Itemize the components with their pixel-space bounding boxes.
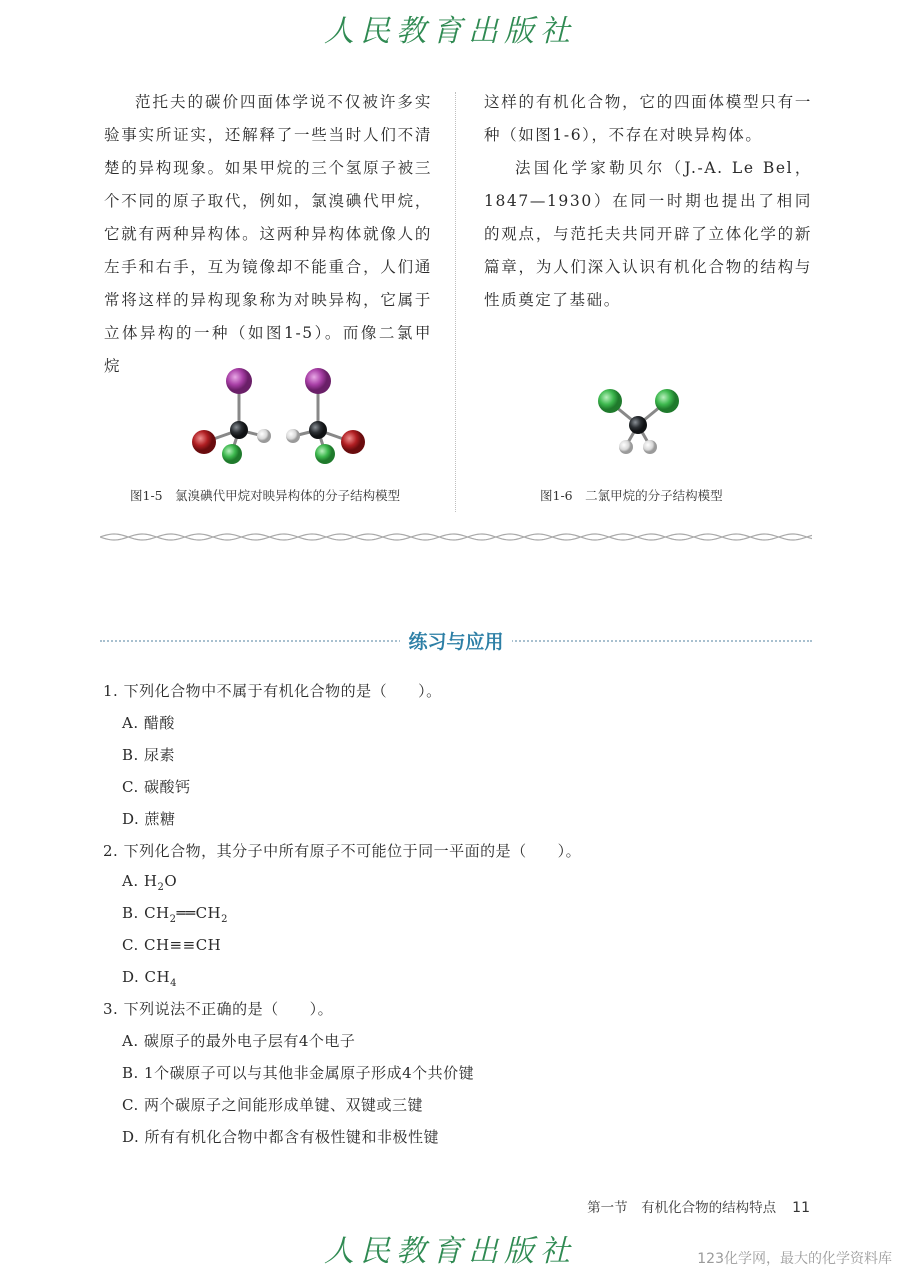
bromine-atom: [341, 430, 365, 454]
question-3-option-a: A. 碳原子的最外电子层有4个电子: [122, 1032, 356, 1050]
question-3-option-b: B. 1个碳原子可以与其他非金属原子形成4个共价键: [122, 1064, 475, 1082]
hydrogen-atom: [286, 429, 300, 443]
exercise-header: [100, 627, 812, 655]
molecule-left: [192, 368, 271, 464]
publisher-logo-top: 人民教育出版社: [324, 14, 576, 49]
question-2-option-a: A. $H_2O$: [122, 872, 178, 893]
footer-section-title: 第一节 有机化合物的结构特点: [587, 1200, 777, 1216]
question-1-option-c: C. 碳酸钙: [122, 778, 191, 796]
molecule-right: [286, 368, 365, 464]
question-2-option-b: B. $CH_2══CH_2$: [122, 904, 229, 925]
formula-h2o: $H_2O$: [143, 872, 178, 893]
right-paragraph-1: 这样的有机化合物，它的四面体模型只有一种（如图1-6），不存在对映异构体。: [484, 93, 812, 144]
question-3-option-d: D. 所有有机化合物中都含有极性键和非极性键: [122, 1128, 440, 1146]
right-column: [484, 86, 812, 317]
question-3-option-c: C. 两个碳原子之间能形成单键、双键或三键: [122, 1096, 423, 1114]
hydrogen-atom: [643, 440, 657, 454]
left-column: [104, 86, 432, 383]
question-1-option-a: A. 醋酸: [122, 714, 175, 732]
question-2-option-c: C. CH≡≡CH: [122, 936, 222, 954]
formula-ethylene: $CH_2══CH_2$: [144, 904, 229, 925]
right-paragraph-2: 法国化学家勒贝尔（J.-A. Le Bel，1847—1930）在同一时期也提出了相同的观点，与范托夫共同开辟了立体化学的新篇章，为人们深入认识有机化合物的结构与性质奠定了基础。: [484, 159, 812, 309]
figure-1-6-dichloromethane-model: [590, 380, 690, 460]
watermark: 123化学网，最大的化学资料库: [697, 1251, 892, 1267]
page-number: 11: [792, 1200, 810, 1216]
question-2: 2. 下列化合物，其分子中所有原子不可能位于同一平面的是（ ）。: [103, 842, 582, 860]
chlorine-atom: [598, 389, 622, 413]
bromine-atom: [192, 430, 216, 454]
chlorine-atom: [655, 389, 679, 413]
question-1: 1. 下列化合物中不属于有机化合物的是（ ）。: [103, 682, 442, 700]
figure-1-6-caption: 图1-6 二氯甲烷的分子结构模型: [540, 488, 723, 503]
chlorine-atom: [315, 444, 335, 464]
exercise-title: 练习与应用: [400, 631, 511, 653]
question-2-option-d: D. $CH_4$: [122, 968, 177, 989]
figure-1-5-enantiomer-models: [180, 362, 380, 472]
iodine-atom: [226, 368, 252, 394]
carbon-atom: [629, 416, 647, 434]
chlorine-atom: [222, 444, 242, 464]
page-footer: [587, 1196, 810, 1216]
hydrogen-atom: [257, 429, 271, 443]
hydrogen-atom: [619, 440, 633, 454]
iodine-atom: [305, 368, 331, 394]
question-1-option-b: B. 尿素: [122, 746, 176, 764]
wavy-divider: [100, 530, 812, 544]
carbon-atom: [230, 421, 248, 439]
formula-acetylene: CH≡≡CH: [144, 936, 222, 954]
column-divider: [455, 92, 456, 512]
question-3: 3. 下列说法不正确的是（ ）。: [103, 1000, 334, 1018]
carbon-atom: [309, 421, 327, 439]
left-paragraph: 范托夫的碳价四面体学说不仅被许多实验事实所证实，还解释了一些当时人们不清楚的异构现象。如果甲烷的三个氢原子被三个不同的原子取代，例如，氯溴碘代甲烷，它就有两种异构体。这两种异构体就像人的左手和右手，互为镜像却不能重合，人们通常将这样的异构现象称为对映异构，它属于立体异构的一种（如图1-5）。而像二氯甲烷: [104, 93, 432, 375]
question-1-option-d: D. 蔗糖: [122, 810, 176, 828]
figure-1-5-caption: 图1-5 氯溴碘代甲烷对映异构体的分子结构模型: [130, 488, 401, 503]
publisher-logo-bottom: 人民教育出版社: [324, 1234, 576, 1269]
formula-methane: $CH_4$: [144, 968, 177, 989]
